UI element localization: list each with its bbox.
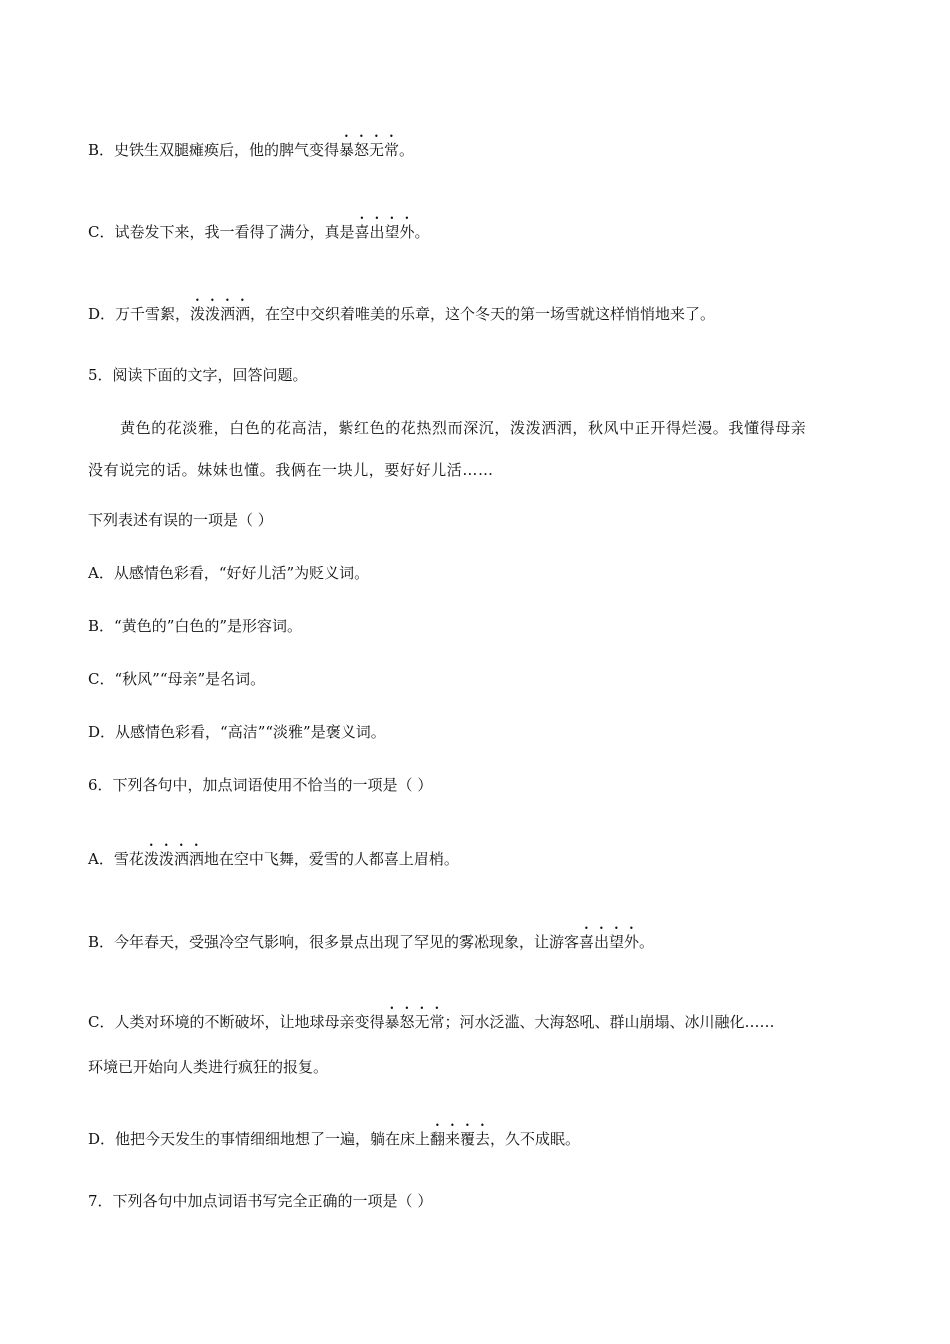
q6-option-d-end: ，久不成眠。 bbox=[490, 1130, 581, 1148]
dotted-word: 泼泼洒洒 bbox=[190, 305, 251, 323]
passage-line-2: 没有说完的话。妹妹也懂。我俩在一块儿，要好好儿活…… bbox=[88, 461, 494, 479]
q6-option-d bbox=[88, 1121, 580, 1150]
q7-stem: 7．下列各句中加点词语书写完全正确的一项是（ ） bbox=[88, 1192, 433, 1210]
q4-option-b-text: B．史铁生双腿瘫痪后，他的脾气变得 bbox=[88, 141, 340, 159]
dotted-word: 暴怒无常 bbox=[339, 141, 400, 159]
q4-option-c bbox=[88, 214, 430, 243]
q5-option-d: D．从感情色彩看，“高洁”“淡雅”是褒义词。 bbox=[88, 723, 386, 741]
q6-option-c-continuation: 环境已开始向人类进行疯狂的报复。 bbox=[88, 1058, 329, 1076]
dotted-word: 泼泼洒洒 bbox=[143, 850, 204, 868]
q5-option-c: C．“秋风”“母亲”是名词。 bbox=[88, 670, 266, 688]
q4-option-d-text: D．万千雪絮， bbox=[88, 305, 191, 323]
dotted-word: 翻来覆去 bbox=[430, 1130, 491, 1148]
dotted-word: 喜出望外 bbox=[579, 933, 640, 951]
dotted-word: 暴怒无常 bbox=[384, 1013, 445, 1031]
q6-option-b-text: B．今年春天，受强冷空气影响，很多景点出现了罕见的雾凇现象，让游客 bbox=[88, 933, 580, 951]
q6-option-a-end: 地在空中飞舞，爱雪的人都喜上眉梢。 bbox=[203, 850, 459, 868]
q6-option-d-text: D．他把今天发生的事情细细地想了一遍，躺在床上 bbox=[88, 1130, 431, 1148]
q6-option-a-text: A．雪花 bbox=[88, 850, 144, 868]
q6-option-c bbox=[88, 1004, 775, 1033]
q6-option-a bbox=[88, 841, 459, 870]
dotted-word: 喜出望外 bbox=[354, 223, 415, 241]
q6-option-c-text: C．人类对环境的不断破坏，让地球母亲变得 bbox=[88, 1013, 385, 1031]
q6-option-c-end: ；河水泛滥、大海怒吼、群山崩塌、冰川融化…… bbox=[444, 1013, 775, 1031]
q4-option-d bbox=[88, 296, 715, 325]
q4-option-d-end: ，在空中交织着唯美的乐章，这个冬天的第一场雪就这样悄悄地来了。 bbox=[250, 305, 716, 323]
q6-option-b bbox=[88, 924, 654, 953]
q4-option-c-end: 。 bbox=[414, 223, 430, 241]
q5-question: 下列表述有误的一项是（ ） bbox=[88, 511, 273, 529]
q5-option-a: A．从感情色彩看，“好好儿活”为贬义词。 bbox=[88, 564, 370, 582]
q5-option-b: B．“黄色的”白色的”是形容词。 bbox=[88, 617, 303, 635]
passage-line-1: 黄色的花淡雅，白色的花高洁，紫红色的花热烈而深沉，泼泼洒洒，秋风中正开得烂漫。我懂得母亲 bbox=[120, 419, 807, 437]
q4-option-b bbox=[88, 132, 414, 161]
q4-option-c-text: C．试卷发下来，我一看得了满分，真是 bbox=[88, 223, 355, 241]
q6-stem: 6．下列各句中，加点词语使用不恰当的一项是（ ） bbox=[88, 776, 433, 794]
q5-stem: 5．阅读下面的文字，回答问题。 bbox=[88, 366, 308, 384]
q6-option-b-end: 。 bbox=[639, 933, 655, 951]
q4-option-b-end: 。 bbox=[399, 141, 415, 159]
